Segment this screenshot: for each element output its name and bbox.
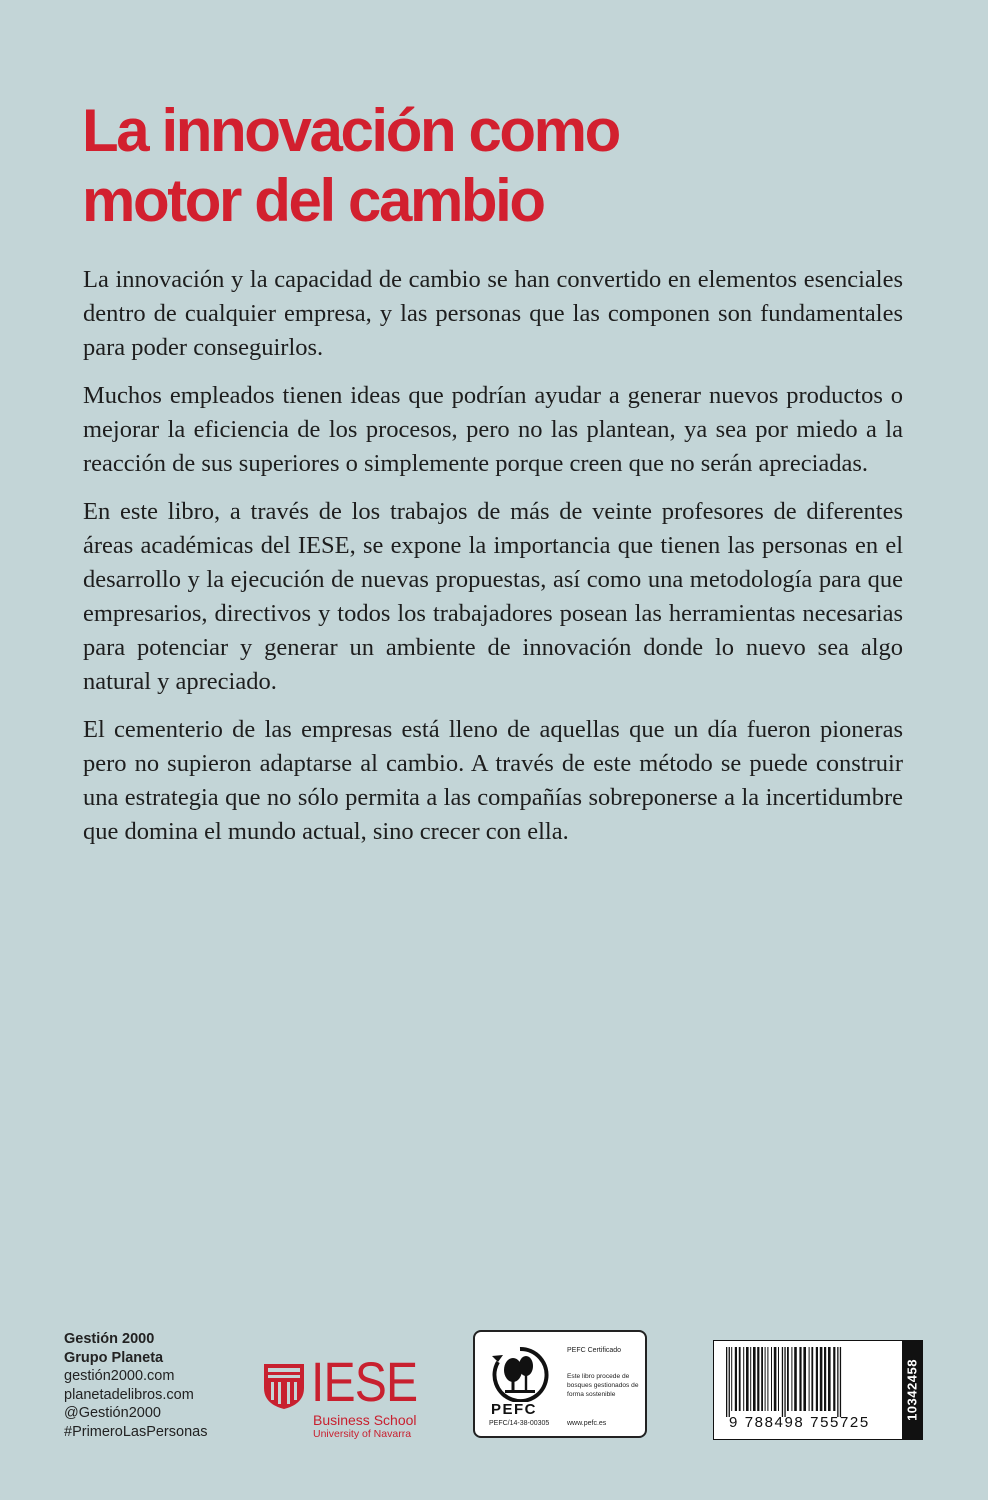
- title-line-2: motor del cambio: [82, 167, 544, 234]
- publisher-hashtag: #PrimeroLasPersonas: [64, 1423, 208, 1440]
- blurb-paragraph-1: La innovación y la capacidad de cambio se han convertido en elementos esenciales dentro de cualquier empresa, y las personas que las componen son fundamentales para poder conseguirlos.: [83, 266, 903, 361]
- blurb: [83, 263, 903, 863]
- publisher-handle: @Gestión2000: [64, 1405, 161, 1422]
- iese-university: University of Navarra: [313, 1428, 412, 1440]
- iese-shield-icon: [262, 1360, 306, 1410]
- publisher-website-1: gestión2000.com: [64, 1368, 175, 1385]
- iese-subtitle: Business School: [313, 1412, 417, 1428]
- pefc-code: PEFC/14-38-00305: [489, 1420, 550, 1427]
- publisher-website-2: planetadelibros.com: [64, 1386, 194, 1403]
- blurb-paragraph-4: El cementerio de las empresas está lleno de aquellas que un día fueron pioneras pero no supieron adaptarse al cambio. A través de este método se puede construir una estrategia que no sólo permita a las compañías sobreponerse a la incertidumbre que domina el mundo actual, sino crecer con ella.: [83, 716, 903, 845]
- barcode-side-code: 10342458: [904, 1359, 920, 1421]
- title-line-1: La innovación como: [82, 97, 619, 164]
- barcode-digits: 9 788498 755725: [729, 1414, 870, 1431]
- publisher-imprint: [64, 1330, 207, 1442]
- publisher-name: Gestión 2000: [64, 1331, 155, 1347]
- pefc-certified: PEFC Certificado: [567, 1347, 622, 1354]
- publisher-group: Grupo Planeta: [64, 1349, 164, 1366]
- pefc-description: Este libro procede de bosques gestionados de forma sostenible: [567, 1373, 639, 1398]
- iese-wordmark: IESE: [311, 1350, 418, 1413]
- barcode-side-label: [902, 1341, 922, 1439]
- pefc-wordmark: PEFC: [491, 1401, 538, 1418]
- pefc-url: www.pefc.es: [567, 1420, 607, 1427]
- blurb-paragraph-3: En este libro, a través de los trabajos de más de veinte profesores de diferentes áreas académicas del IESE, se expone la importancia que tienen las personas en el desarrollo y la ejecución de nuevas propuestas, así como una metodología para que empresarios, directivos y todos los trabajadores posean las herramientas necesarias para potenciar y generar un ambiente de innovación donde lo nuevo sea algo natural y apreciado.: [83, 498, 903, 695]
- pefc-label: [473, 1330, 647, 1438]
- blurb-paragraph-2: Muchos empleados tienen ideas que podrían ayudar a generar nuevos productos o mejorar la eficiencia de los procesos, pero no las plantean, ya sea por miedo a la reacción de sus superiores o simplemente porque creen que no serán apreciadas.: [83, 382, 903, 477]
- pefc-tree-icon: [489, 1346, 551, 1402]
- isbn-barcode: [713, 1340, 923, 1440]
- cover-title: [82, 96, 902, 236]
- iese-logo: [262, 1350, 422, 1442]
